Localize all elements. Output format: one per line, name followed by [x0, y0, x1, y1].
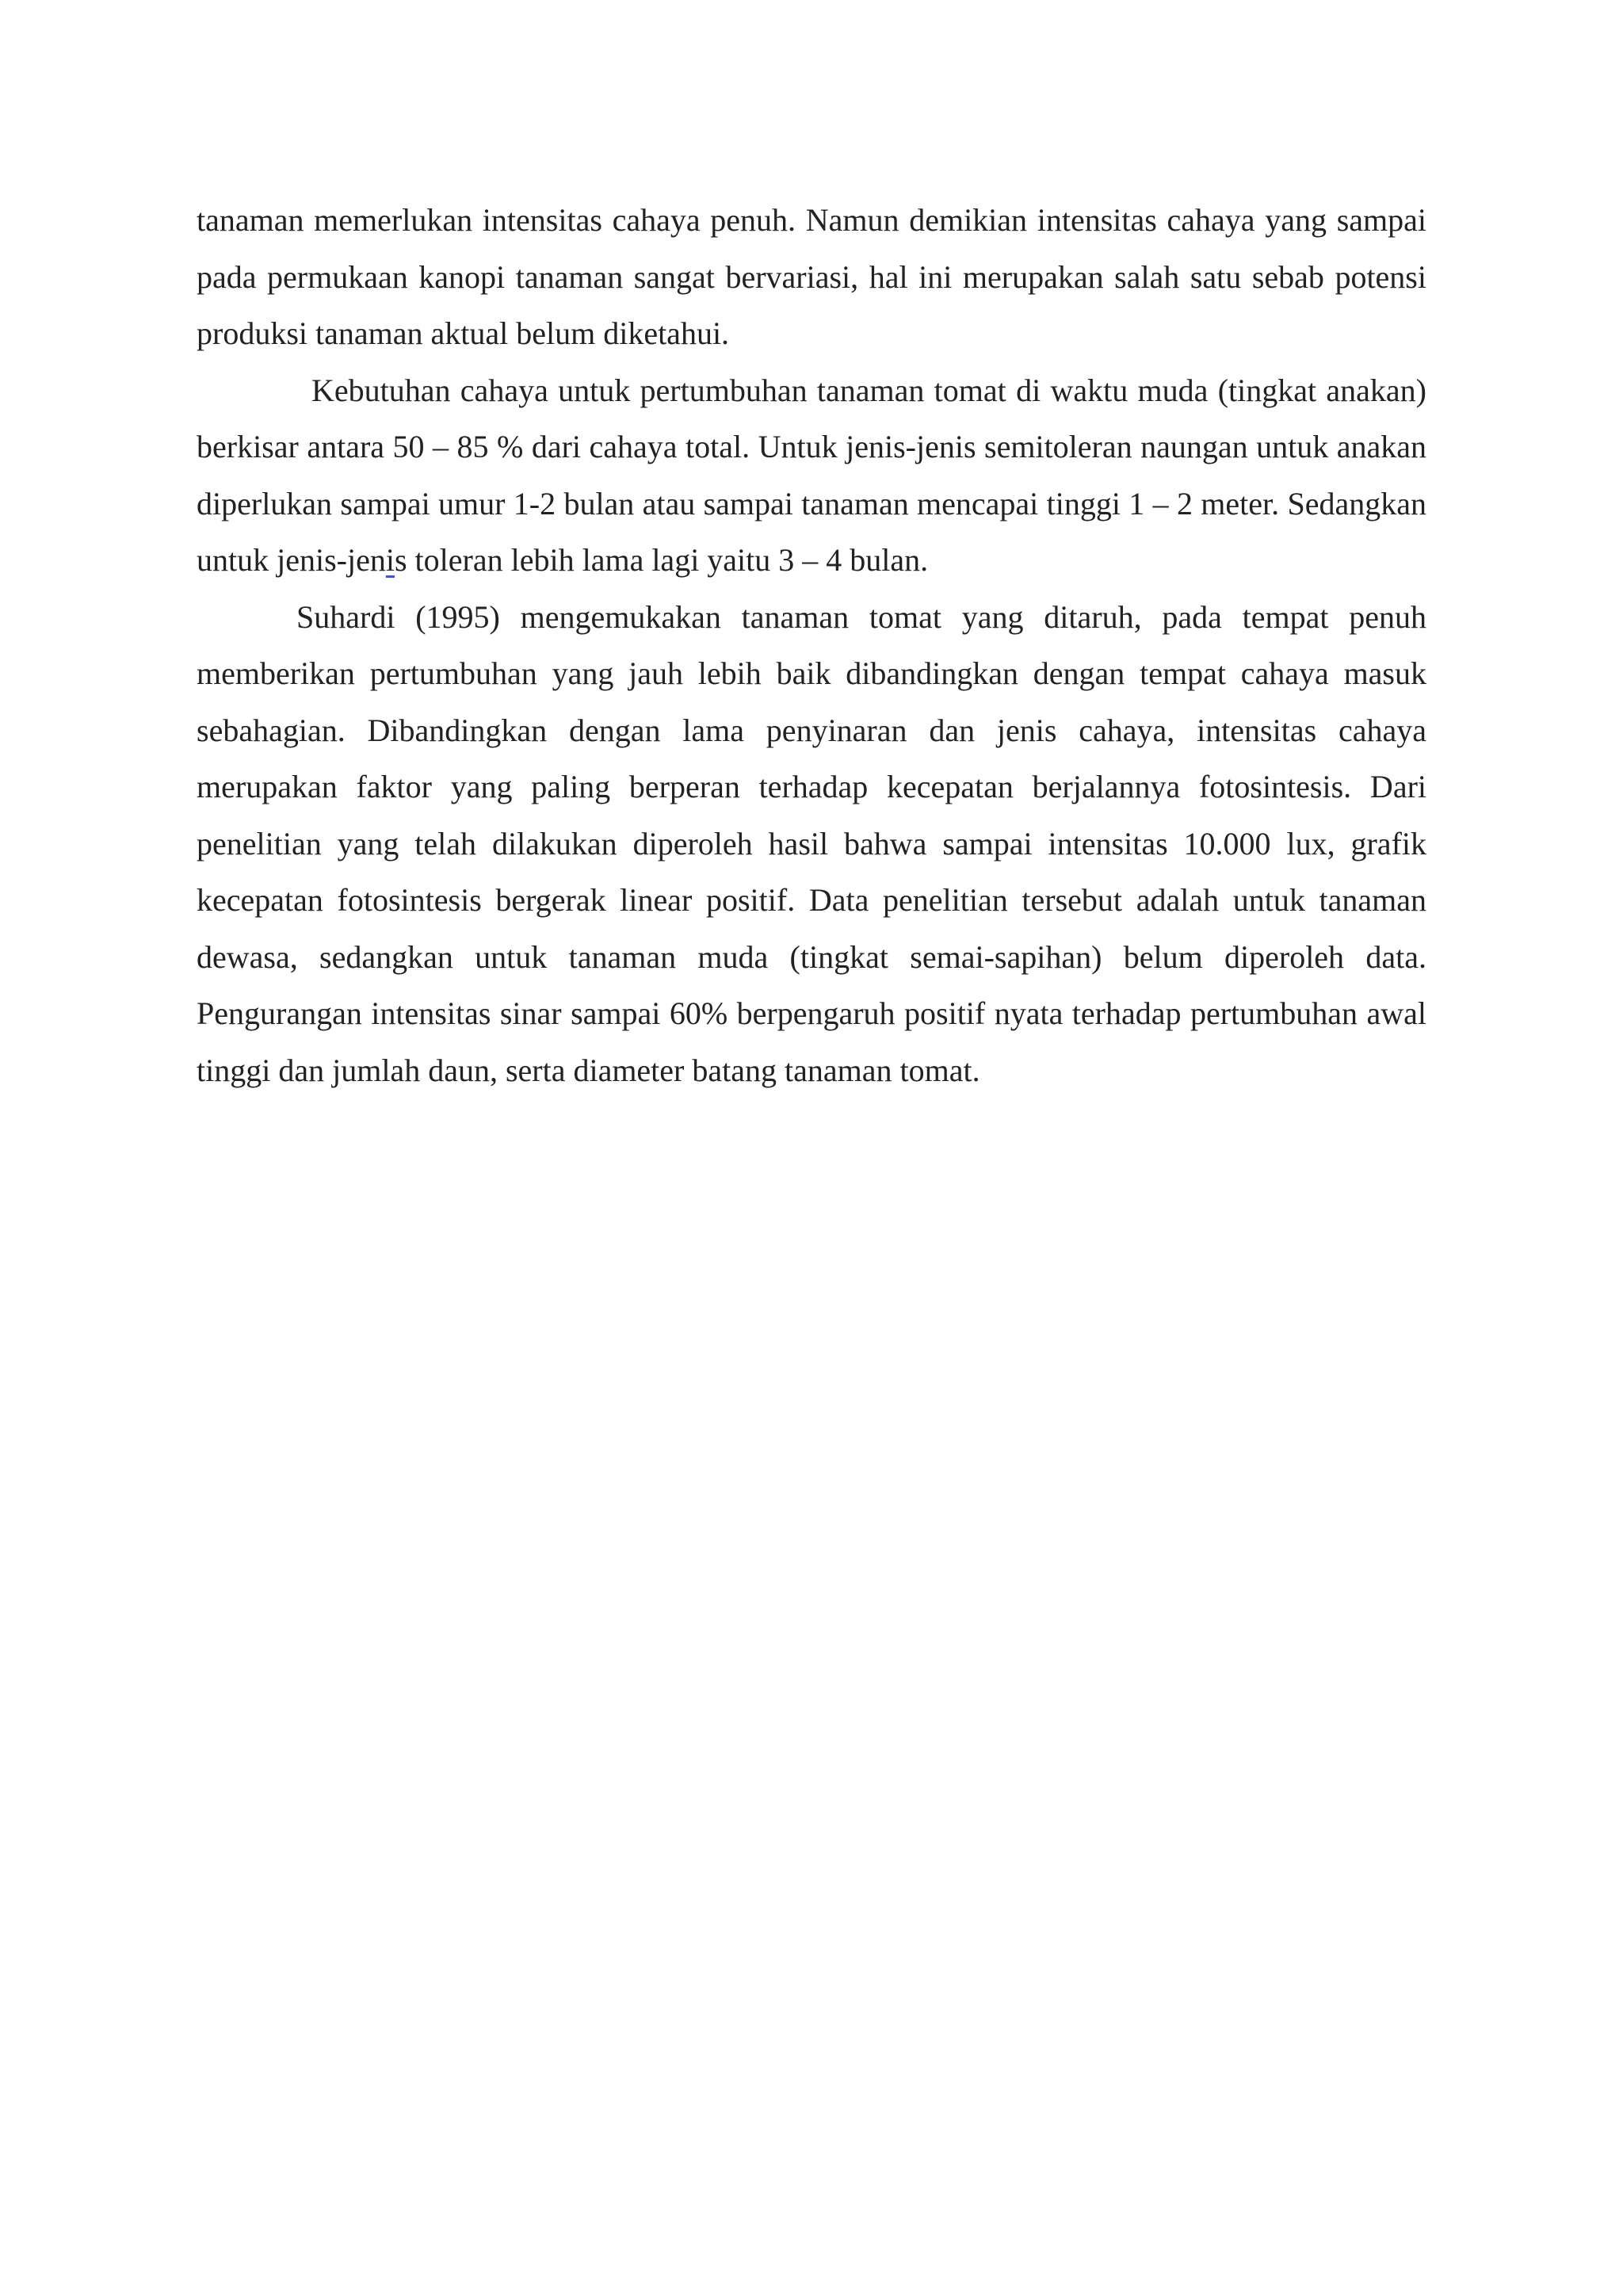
- paragraph-2: [197, 362, 1426, 589]
- document-body: [197, 192, 1426, 1098]
- paragraph-2-text-end: s toleran lebih lama lagi yaitu 3 – 4 bulan.: [394, 542, 929, 578]
- paragraph-3: Suhardi (1995) mengemukakan tanaman tomat yang ditaruh, pada tempat penuh memberikan pertumbuhan yang jauh lebih baik dibandingkan dengan tempat cahaya masuk sebahagian. Dibandingkan dengan lama penyinaran dan jenis cahaya, intensitas cahaya merupakan faktor yang paling berperan terhadap kecepatan berjalannya fotosintesis. Dari penelitian yang telah dilakukan diperoleh hasil bahwa sampai intensitas 10.000 lux, grafik kecepatan fotosintesis bergerak linear positif. Data penelitian tersebut adalah untuk tanaman dewasa, sedangkan untuk tanaman muda (tingkat semai-sapihan) belum diperoleh data. Pengurangan intensitas sinar sampai 60% berpengaruh positif nyata terhadap pertumbuhan awal tinggi dan jumlah daun, serta diameter batang tanaman tomat.: [197, 598, 1426, 1088]
- paragraph-2-text: Kebutuhan cahaya untuk pertumbuhan tanaman tomat di waktu muda (tingkat anakan) berkisar antara 50 – 85 % dari cahaya total. Untuk jenis-jenis semitoleran naungan untuk anakan diperlukan sampai umur 1-2 bulan atau sampai tanaman mencapai tinggi 1 – 2 meter. Sedangkan untuk jenis-jen: [197, 372, 1426, 578]
- spellcheck-mark: i: [385, 542, 395, 578]
- paragraph-1: tanaman memerlukan intensitas cahaya penuh. Namun demikian intensitas cahaya yang sampai pada permukaan kanopi tanaman sangat bervariasi, hal ini merupakan salah satu sebab potensi produksi tanaman aktual belum diketahui.: [197, 202, 1426, 351]
